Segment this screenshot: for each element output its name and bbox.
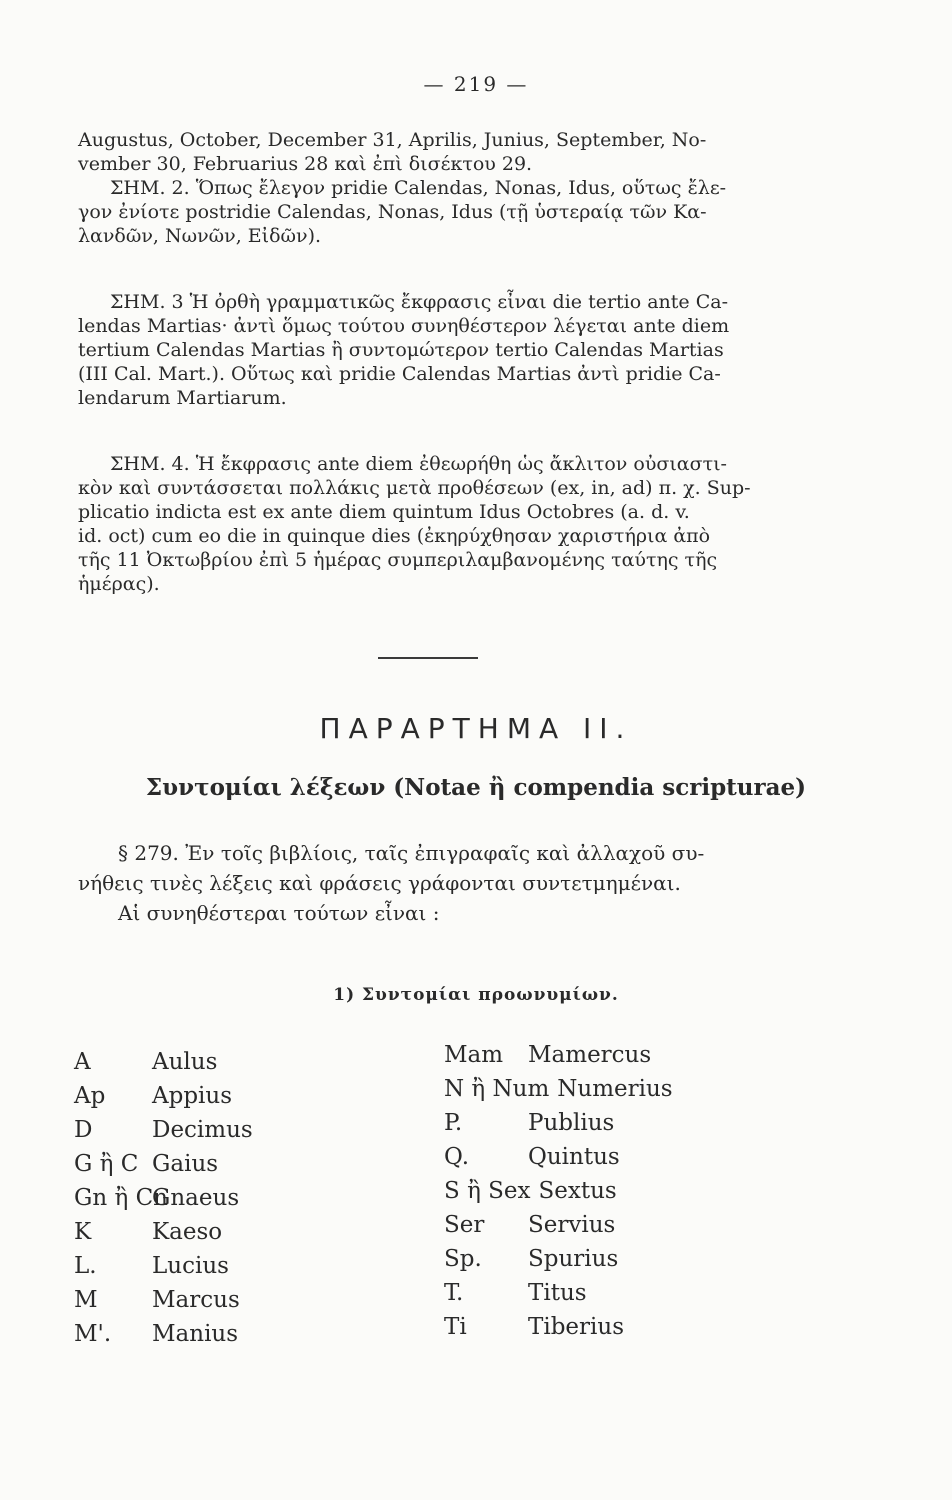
praenomen: Aulus (152, 1049, 218, 1075)
list-item (444, 1276, 673, 1310)
abbreviation: S ἢ Sex (444, 1178, 531, 1204)
page-number: — 219 — (423, 72, 529, 96)
list-item (444, 1208, 673, 1242)
list-item (74, 1113, 253, 1147)
appendix-subtitle: Συντομίαι λέξεων (Notae ἢ compendia scripturae) (145, 774, 807, 801)
text-line: λανδῶν, Νωνῶν, Εἰδῶν). (78, 225, 322, 247)
praenomen: Decimus (152, 1117, 253, 1143)
abbreviation: Sp. (444, 1246, 482, 1272)
praenomen: Quintus (528, 1144, 620, 1170)
note-3 (78, 290, 820, 410)
list-item (74, 1079, 253, 1113)
abbreviation: G ἢ C (74, 1151, 139, 1177)
abbreviation: D (74, 1117, 93, 1143)
praenomen: Spurius (528, 1246, 619, 1272)
praenomen: Manius (152, 1321, 239, 1347)
abbreviation: Mam (444, 1042, 504, 1068)
praenomen: Sextus (538, 1178, 617, 1204)
list-item (444, 1106, 673, 1140)
text-line: Αἱ συνηθέστεραι τούτων εἶναι : (118, 901, 440, 925)
subsection-heading: 1) Συντομίαι προωνυμίων. (333, 985, 619, 1005)
praenomen: Appius (152, 1083, 233, 1109)
text-line: Augustus, October, December 31, Aprilis, Junius, September, No- (78, 129, 707, 151)
text-line: ΣΗΜ. 3 Ἡ ὀρθὴ γραμματικῶς ἔκφρασις εἶναι die tertio ante Ca- (110, 291, 729, 313)
list-item (74, 1045, 253, 1079)
text-line: tertium Calendas Martias ἢ συντομώτερον tertio Calendas Martias (78, 339, 724, 361)
list-item (444, 1038, 673, 1072)
text-line: lendas Martias· ἀντὶ ὅμως τούτου συνηθέστερον λέγεται ante diem (78, 315, 730, 337)
list-item (74, 1317, 253, 1351)
list-item (74, 1249, 253, 1283)
text-line: ἡμέρας). (78, 573, 160, 595)
praenomen: Numerius (557, 1076, 673, 1102)
abbreviation: Gn ἢ Cn (74, 1185, 168, 1211)
text-line: ΣΗΜ. 2. Ὅπως ἔλεγον pridie Calendas, Nonas, Idus, οὕτως ἔλε- (110, 177, 727, 199)
abbreviation: P. (444, 1110, 463, 1136)
text-line: lendarum Martiarum. (78, 387, 287, 409)
praenomen: Tiberius (528, 1314, 624, 1340)
abbreviation: Ser (444, 1212, 485, 1238)
abbreviation-list-left (74, 1045, 253, 1351)
text-line: vember 30, Februarius 28 καὶ ἐπὶ δισέκτου 29. (78, 153, 533, 175)
abbreviation: Ap (74, 1083, 106, 1109)
praenomen: Servius (528, 1212, 616, 1238)
praenomen: Gaius (152, 1151, 219, 1177)
abbreviation: K (74, 1219, 92, 1245)
list-item (74, 1181, 253, 1215)
text-line: § 279. Ἐν τοῖς βιβλίοις, ταῖς ἐπιγραφαῖς καὶ ἀλλαχοῦ συ- (118, 841, 705, 865)
abbreviation-list-right (444, 1038, 673, 1344)
appendix-title: ΠΑΡΑΡΤΗΜΑ ΙΙ. (319, 712, 633, 745)
praenomen: Publius (528, 1110, 615, 1136)
abbreviation: M (74, 1287, 98, 1313)
abbreviation: T. (444, 1280, 464, 1306)
text-line: id. oct) cum eo die in quinque dies (ἐκηρύχθησαν χαριστήρια ἀπὸ (78, 525, 711, 547)
praenomen: Mamercus (528, 1042, 652, 1068)
praenomen: Titus (528, 1280, 587, 1306)
abbreviation: A (74, 1049, 91, 1075)
note-4 (78, 452, 820, 596)
section-divider (378, 657, 478, 659)
text-line: ΣΗΜ. 4. Ἡ ἔκφρασις ante diem ἐθεωρήθη ὡς ἄκλιτον οὐσιαστι- (110, 453, 727, 475)
abbreviation: M'. (74, 1321, 112, 1347)
abbreviation: L. (74, 1253, 97, 1279)
text-line: νήθεις τινὲς λέξεις καὶ φράσεις γράφονται συντετμημέναι. (78, 871, 681, 895)
text-line: τῆς 11 Ὀκτωβρίου ἐπὶ 5 ἡμέρας συμπεριλαμβανομένης ταύτης τῆς (78, 549, 718, 571)
list-item (444, 1140, 673, 1174)
praenomen: Gnaeus (152, 1185, 240, 1211)
text-line: κὸν καὶ συντάσσεται πολλάκις μετὰ προθέσεων (ex, in, ad) π. χ. Sup- (78, 477, 751, 499)
praenomen: Lucius (152, 1253, 229, 1279)
praenomen: Marcus (152, 1287, 240, 1313)
praenomen: Kaeso (152, 1219, 223, 1245)
section-279 (78, 838, 838, 928)
list-item (444, 1174, 673, 1208)
list-item (444, 1310, 673, 1344)
list-item (444, 1072, 673, 1106)
text-line: (III Cal. Mart.). Οὕτως καὶ pridie Calendas Martias ἀντὶ pridie Ca- (78, 363, 721, 385)
paragraph-months (78, 128, 820, 176)
abbreviation: Q. (444, 1144, 470, 1170)
note-2 (78, 176, 820, 248)
abbreviation: N ἢ Num (444, 1076, 550, 1102)
list-item (74, 1147, 253, 1181)
list-item (74, 1215, 253, 1249)
list-item (74, 1283, 253, 1317)
list-item (444, 1242, 673, 1276)
text-line: γον ἐνίοτε postridie Calendas, Nonas, Idus (τῇ ὑστεραίᾳ τῶν Κα- (78, 201, 707, 223)
abbreviation: Ti (444, 1314, 467, 1340)
text-line: plicatio indicta est ex ante diem quintum Idus Octobres (a. d. v. (78, 501, 690, 523)
